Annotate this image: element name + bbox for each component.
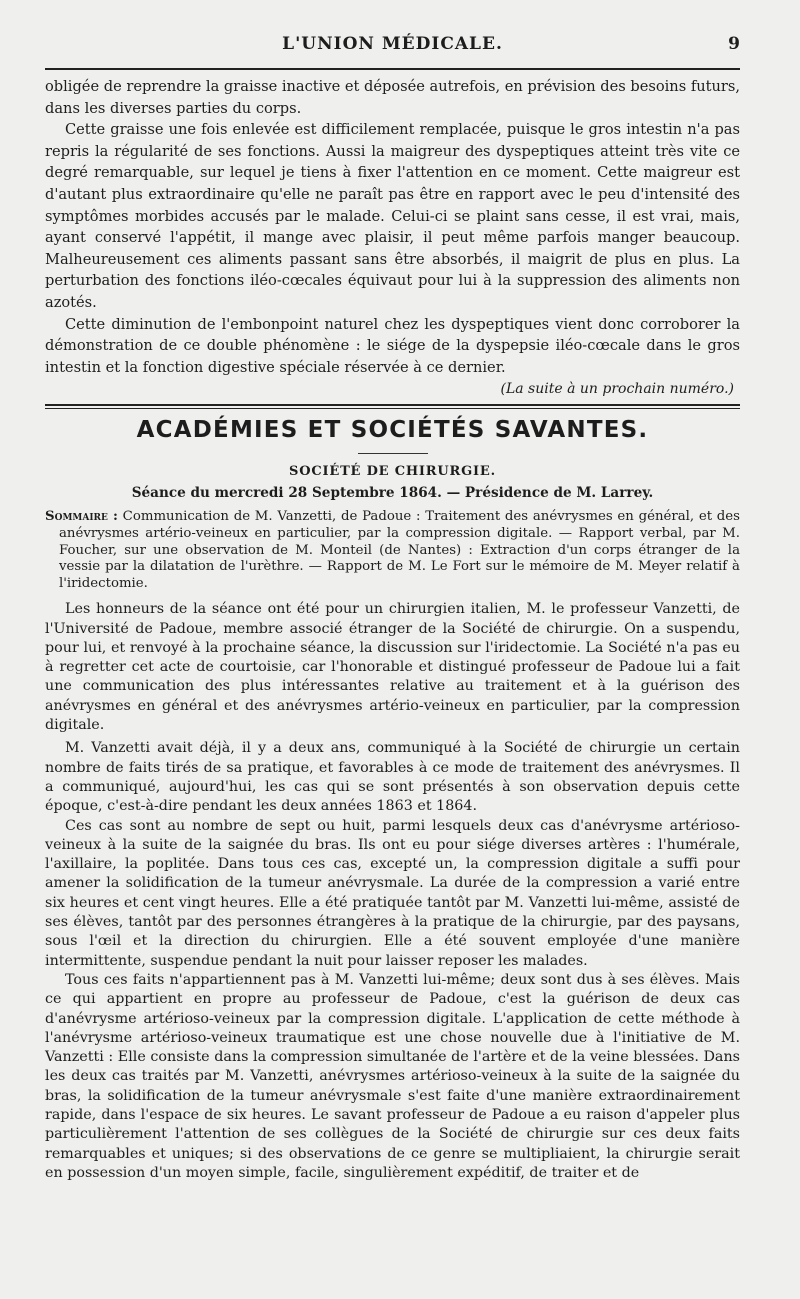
paragraph: obligée de reprendre la graisse inactive et déposée autrefois, en prévision des besoins futurs, dans les diverses parties du corps. xyxy=(45,78,740,117)
summary-label: Sommaire : xyxy=(45,509,118,525)
summary-text: Communication de M. Vanzetti, de Padoue : Traitement des anévrysmes en général, et des anévrysmes artério-veineux en particulier, par la compression digitale. — Rapport verbal, par M. Foucher, sur une observation de M. Monteil (de Nantes) : Extraction d'un corps étranger de la vessie par la dilatation de l'urèthre. — Rapport de M. Le Fort sur le mémoire de M. Meyer relatif à l'iridectomie. xyxy=(59,509,740,591)
paragraph: Cette graisse une fois enlevée est difficilement remplacée, puisque le gros intestin n'a pas repris la régularité de ses fonctions. Aussi la maigreur des dyspeptiques atteint très vite ce degré remarquable, sur lequel je tiens à fixer l'attention en ce moment. Cette maigreur est d'autant plus extraordinaire qu'elle ne paraît pas être en rapport avec le peu d'intensité des symptômes morbides accusés par le malade. Celui-ci se plaint sans cesse, il est vrai, mais, ayant conservé l'appétit, il mange avec plaisir, il peut même parfois manger beaucoup. Malheureusement ces aliments passant sans être absorbés, il maigrit de plus en plus. La perturbation des fonctions iléo-cœcales équivaut pour lui à la suppression des aliments non azotés. xyxy=(45,121,740,311)
article-body xyxy=(45,600,740,1183)
continued-article xyxy=(45,76,740,400)
paragraph: Ces cas sont au nombre de sept ou huit, parmi lesquels deux cas d'anévrysme artérioso-veineux à la suite de la saignée du bras. Ils ont eu pour siége diverses artères : l'humérale, l'axillaire, la poplitée. Dans tous ces cas, excepté un, la compression digitale a suffi pour amener la solidification de la tumeur anévrysmale. La durée de la compression a varié entre six heures et cent vingt heures. Elle a été pratiquée tantôt par M. Vanzetti lui-même, assisté de ses élèves, tantôt par des personnes étrangères à la pratique de la chirurgie, par des paysans, sous l'œil et la direction du chirurgien. Elle a été souvent employée d'une manière intermittente, suspendue pendant la nuit pour laisser reposer les malades. xyxy=(45,817,740,969)
summary xyxy=(45,509,740,592)
paragraph: M. Vanzetti avait déjà, il y a deux ans, communiqué à la Société de chirurgie un certain nombre de faits tirés de sa pratique, et favorables à ce mode de traitement des anévrysmes. Il a communiqué, aujourd'hui, les cas qui se sont présentés à son observation depuis cette époque, c'est-à-dire pendant les deux années 1863 et 1864. xyxy=(45,740,740,815)
section-divider xyxy=(45,404,740,409)
section-title: ACADÉMIES ET SOCIÉTÉS SAVANTES. xyxy=(136,417,649,444)
society-heading: SOCIÉTÉ DE CHIRURGIE. xyxy=(289,464,496,480)
short-divider xyxy=(358,453,428,454)
continuation-note: (La suite à un prochain numéro.) xyxy=(500,381,734,398)
page-header xyxy=(45,34,740,58)
seance-line: Séance du mercredi 28 Septembre 1864. — Présidence de M. Larrey. xyxy=(131,485,654,502)
paragraph: Les honneurs de la séance ont été pour un chirurgien italien, M. le professeur Vanzetti, de l'Université de Padoue, membre associé étranger de la Société de chirurgie. On a suspendu, pour lui, et renvoyé à la prochaine séance, la discussion sur l'iridectomie. La Société n'a pas eu à regretter cet acte de courtoisie, car l'honorable et distingué professeur de Padoue lui a fait une communication des plus intéressantes relative au traitement et à la guérison des anévrysmes en général et des anévrysmes artério-veineux en particulier, par la compression digitale. xyxy=(45,601,740,734)
page-number: 9 xyxy=(728,34,740,54)
running-title: L'UNION MÉDICALE. xyxy=(282,34,503,54)
paragraph: Cette diminution de l'embonpoint naturel chez les dyspeptiques vient donc corroborer la démonstration de ce double phénomène : le siége de la dyspepsie iléo-cœcale dans le gros intestin et la fonction digestive spéciale réservée à ce dernier. xyxy=(45,315,740,376)
paragraph: Tous ces faits n'appartiennent pas à M. Vanzetti lui-même; deux sont dus à ses élèves. Mais ce qui appartient en propre au professeur de Padoue, c'est la guérison de deux cas d'anévrysme artérioso-veineux par la compression digitale. L'application de cette méthode à l'anévrysme artérioso-veineux traumatique est une chose nouvelle due à l'initiative de M. Vanzetti : Elle consiste dans la compression simultanée de l'artère et de la veine blessées. Dans les deux cas traités par M. Vanzetti, anévrysmes artérioso-veineux à la suite de la saignée du bras, la solidification de la tumeur anévrysmale s'est faite d'une manière extraordinairement rapide, dans l'espace de six heures. Le savant professeur de Padoue a eu raison d'appeler plus particulièrement l'attention de ses collègues de la Société de chirurgie sur ces deux faits remarquables et uniques; si des observations de ce genre se multipliaient, la chirurgie serait en possession d'un moyen simple, facile, singulièrement expéditif, de traiter et de xyxy=(45,971,740,1181)
header-rule xyxy=(45,68,740,70)
